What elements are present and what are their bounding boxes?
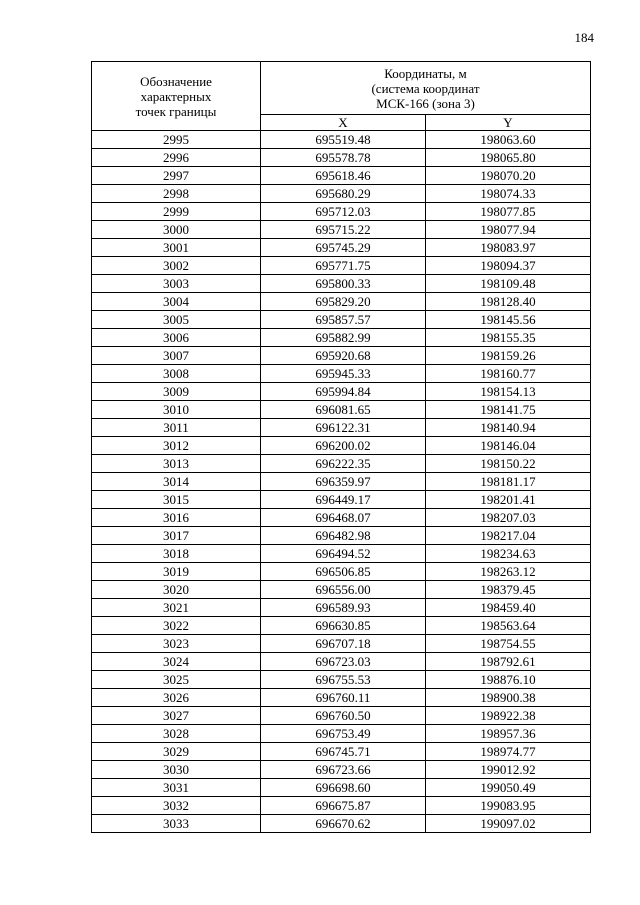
- point-id-cell: 3017: [92, 527, 261, 545]
- table-row: [92, 437, 591, 455]
- table-row: [92, 527, 591, 545]
- point-id-cell: 3016: [92, 509, 261, 527]
- point-id-cell: 2998: [92, 185, 261, 203]
- y-coordinate-cell: 198754.55: [426, 635, 591, 653]
- point-id-cell: 3031: [92, 779, 261, 797]
- y-coordinate-cell: 198145.56: [426, 311, 591, 329]
- x-coordinate-cell: 696222.35: [261, 455, 426, 473]
- y-coordinate-cell: 198234.63: [426, 545, 591, 563]
- table-row: [92, 599, 591, 617]
- table-row: [92, 347, 591, 365]
- x-coordinate-cell: 696359.97: [261, 473, 426, 491]
- table-row: [92, 221, 591, 239]
- y-coordinate-cell: 198207.03: [426, 509, 591, 527]
- point-id-cell: 3006: [92, 329, 261, 347]
- table-row: [92, 383, 591, 401]
- y-coordinate-cell: 198181.17: [426, 473, 591, 491]
- table-row: [92, 311, 591, 329]
- point-id-cell: 3023: [92, 635, 261, 653]
- x-coordinate-cell: 695857.57: [261, 311, 426, 329]
- table-row: [92, 167, 591, 185]
- header-x: X: [261, 115, 426, 131]
- table-row: [92, 797, 591, 815]
- header-points-line1: Обозначение: [140, 73, 212, 89]
- point-id-cell: 3002: [92, 257, 261, 275]
- table-row: [92, 257, 591, 275]
- point-id-cell: 3014: [92, 473, 261, 491]
- y-coordinate-cell: 198077.94: [426, 221, 591, 239]
- x-coordinate-cell: 695771.75: [261, 257, 426, 275]
- table-row: [92, 707, 591, 725]
- point-id-cell: 3030: [92, 761, 261, 779]
- x-coordinate-cell: 696494.52: [261, 545, 426, 563]
- x-coordinate-cell: 696755.53: [261, 671, 426, 689]
- point-id-cell: 3028: [92, 725, 261, 743]
- y-coordinate-cell: 198201.41: [426, 491, 591, 509]
- point-id-cell: 3007: [92, 347, 261, 365]
- y-coordinate-cell: 198150.22: [426, 455, 591, 473]
- table-row: [92, 671, 591, 689]
- table-row: [92, 491, 591, 509]
- point-id-cell: 3003: [92, 275, 261, 293]
- point-id-cell: 3027: [92, 707, 261, 725]
- x-coordinate-cell: 696760.50: [261, 707, 426, 725]
- x-coordinate-cell: 696200.02: [261, 437, 426, 455]
- table-row: [92, 149, 591, 167]
- y-coordinate-cell: 198159.26: [426, 347, 591, 365]
- y-coordinate-cell: 198900.38: [426, 689, 591, 707]
- y-coordinate-cell: 198379.45: [426, 581, 591, 599]
- table-header-row: [92, 62, 591, 115]
- table-row: [92, 617, 591, 635]
- point-id-cell: 3008: [92, 365, 261, 383]
- y-coordinate-cell: 198263.12: [426, 563, 591, 581]
- x-coordinate-cell: 695920.68: [261, 347, 426, 365]
- x-coordinate-cell: 695745.29: [261, 239, 426, 257]
- table-row: [92, 761, 591, 779]
- y-coordinate-cell: 198155.35: [426, 329, 591, 347]
- x-coordinate-cell: 696556.00: [261, 581, 426, 599]
- x-coordinate-cell: 695994.84: [261, 383, 426, 401]
- point-id-cell: 3013: [92, 455, 261, 473]
- y-coordinate-cell: 198083.97: [426, 239, 591, 257]
- y-coordinate-cell: 198974.77: [426, 743, 591, 761]
- x-coordinate-cell: 696630.85: [261, 617, 426, 635]
- point-id-cell: 3026: [92, 689, 261, 707]
- point-id-cell: 3033: [92, 815, 261, 833]
- table-row: [92, 563, 591, 581]
- y-coordinate-cell: 198094.37: [426, 257, 591, 275]
- y-coordinate-cell: 198065.80: [426, 149, 591, 167]
- point-id-cell: 3019: [92, 563, 261, 581]
- table-row: [92, 329, 591, 347]
- x-coordinate-cell: 696698.60: [261, 779, 426, 797]
- point-id-cell: 3020: [92, 581, 261, 599]
- y-coordinate-cell: 198140.94: [426, 419, 591, 437]
- header-coords-line2: (система координат: [371, 80, 480, 96]
- y-coordinate-cell: 198128.40: [426, 293, 591, 311]
- x-coordinate-cell: 696482.98: [261, 527, 426, 545]
- x-coordinate-cell: 695680.29: [261, 185, 426, 203]
- x-coordinate-cell: 695800.33: [261, 275, 426, 293]
- point-id-cell: 3000: [92, 221, 261, 239]
- table-row: [92, 203, 591, 221]
- point-id-cell: 3022: [92, 617, 261, 635]
- point-id-cell: 2995: [92, 131, 261, 149]
- point-id-cell: 3001: [92, 239, 261, 257]
- table-row: [92, 779, 591, 797]
- table-row: [92, 419, 591, 437]
- y-coordinate-cell: 199097.02: [426, 815, 591, 833]
- point-id-cell: 3021: [92, 599, 261, 617]
- y-coordinate-cell: 198217.04: [426, 527, 591, 545]
- x-coordinate-cell: 696449.17: [261, 491, 426, 509]
- table-row: [92, 725, 591, 743]
- y-coordinate-cell: 199050.49: [426, 779, 591, 797]
- x-coordinate-cell: 695882.99: [261, 329, 426, 347]
- coordinates-table: [91, 61, 591, 833]
- table-row: [92, 509, 591, 527]
- header-boundary-points: [92, 62, 261, 131]
- header-coords-line3: МСК-166 (зона 3): [376, 95, 475, 111]
- y-coordinate-cell: 198563.64: [426, 617, 591, 635]
- table-row: [92, 743, 591, 761]
- table-row: [92, 653, 591, 671]
- point-id-cell: 3015: [92, 491, 261, 509]
- x-coordinate-cell: 696468.07: [261, 509, 426, 527]
- x-coordinate-cell: 696723.66: [261, 761, 426, 779]
- header-y: Y: [426, 115, 591, 131]
- table-row: [92, 635, 591, 653]
- x-coordinate-cell: 695829.20: [261, 293, 426, 311]
- y-coordinate-cell: 198077.85: [426, 203, 591, 221]
- y-coordinate-cell: 199083.95: [426, 797, 591, 815]
- x-coordinate-cell: 695712.03: [261, 203, 426, 221]
- x-coordinate-cell: 695578.78: [261, 149, 426, 167]
- y-coordinate-cell: 198070.20: [426, 167, 591, 185]
- point-id-cell: 3011: [92, 419, 261, 437]
- x-coordinate-cell: 695945.33: [261, 365, 426, 383]
- y-coordinate-cell: 198146.04: [426, 437, 591, 455]
- table-row: [92, 275, 591, 293]
- x-coordinate-cell: 695715.22: [261, 221, 426, 239]
- header-points-line2: характерных: [140, 88, 212, 104]
- point-id-cell: 2996: [92, 149, 261, 167]
- table-row: [92, 545, 591, 563]
- header-coordinates: [261, 62, 591, 115]
- x-coordinate-cell: 696589.93: [261, 599, 426, 617]
- x-coordinate-cell: 696081.65: [261, 401, 426, 419]
- table-row: [92, 455, 591, 473]
- x-coordinate-cell: 695519.48: [261, 131, 426, 149]
- y-coordinate-cell: 198063.60: [426, 131, 591, 149]
- table-row: [92, 473, 591, 491]
- table-row: [92, 365, 591, 383]
- header-coords-line1: Координаты, м: [384, 65, 467, 81]
- point-id-cell: 3029: [92, 743, 261, 761]
- point-id-cell: 3024: [92, 653, 261, 671]
- table-row: [92, 131, 591, 149]
- x-coordinate-cell: 696670.62: [261, 815, 426, 833]
- point-id-cell: 2999: [92, 203, 261, 221]
- point-id-cell: 3025: [92, 671, 261, 689]
- point-id-cell: 3009: [92, 383, 261, 401]
- point-id-cell: 3005: [92, 311, 261, 329]
- y-coordinate-cell: 198459.40: [426, 599, 591, 617]
- table-row: [92, 581, 591, 599]
- y-coordinate-cell: 199012.92: [426, 761, 591, 779]
- y-coordinate-cell: 198141.75: [426, 401, 591, 419]
- point-id-cell: 3018: [92, 545, 261, 563]
- point-id-cell: 3010: [92, 401, 261, 419]
- y-coordinate-cell: 198957.36: [426, 725, 591, 743]
- table-row: [92, 815, 591, 833]
- table-row: [92, 293, 591, 311]
- point-id-cell: 3012: [92, 437, 261, 455]
- x-coordinate-cell: 695618.46: [261, 167, 426, 185]
- x-coordinate-cell: 696745.71: [261, 743, 426, 761]
- y-coordinate-cell: 198154.13: [426, 383, 591, 401]
- x-coordinate-cell: 696122.31: [261, 419, 426, 437]
- table-row: [92, 185, 591, 203]
- point-id-cell: 3032: [92, 797, 261, 815]
- table-body: [92, 131, 591, 833]
- x-coordinate-cell: 696675.87: [261, 797, 426, 815]
- page-number: 184: [574, 30, 594, 45]
- x-coordinate-cell: 696723.03: [261, 653, 426, 671]
- x-coordinate-cell: 696760.11: [261, 689, 426, 707]
- table-row: [92, 689, 591, 707]
- y-coordinate-cell: 198109.48: [426, 275, 591, 293]
- y-coordinate-cell: 198922.38: [426, 707, 591, 725]
- y-coordinate-cell: 198792.61: [426, 653, 591, 671]
- y-coordinate-cell: 198074.33: [426, 185, 591, 203]
- y-coordinate-cell: 198876.10: [426, 671, 591, 689]
- point-id-cell: 3004: [92, 293, 261, 311]
- point-id-cell: 2997: [92, 167, 261, 185]
- table-row: [92, 401, 591, 419]
- table-row: [92, 239, 591, 257]
- x-coordinate-cell: 696506.85: [261, 563, 426, 581]
- header-points-line3: точек границы: [135, 103, 217, 119]
- y-coordinate-cell: 198160.77: [426, 365, 591, 383]
- x-coordinate-cell: 696707.18: [261, 635, 426, 653]
- x-coordinate-cell: 696753.49: [261, 725, 426, 743]
